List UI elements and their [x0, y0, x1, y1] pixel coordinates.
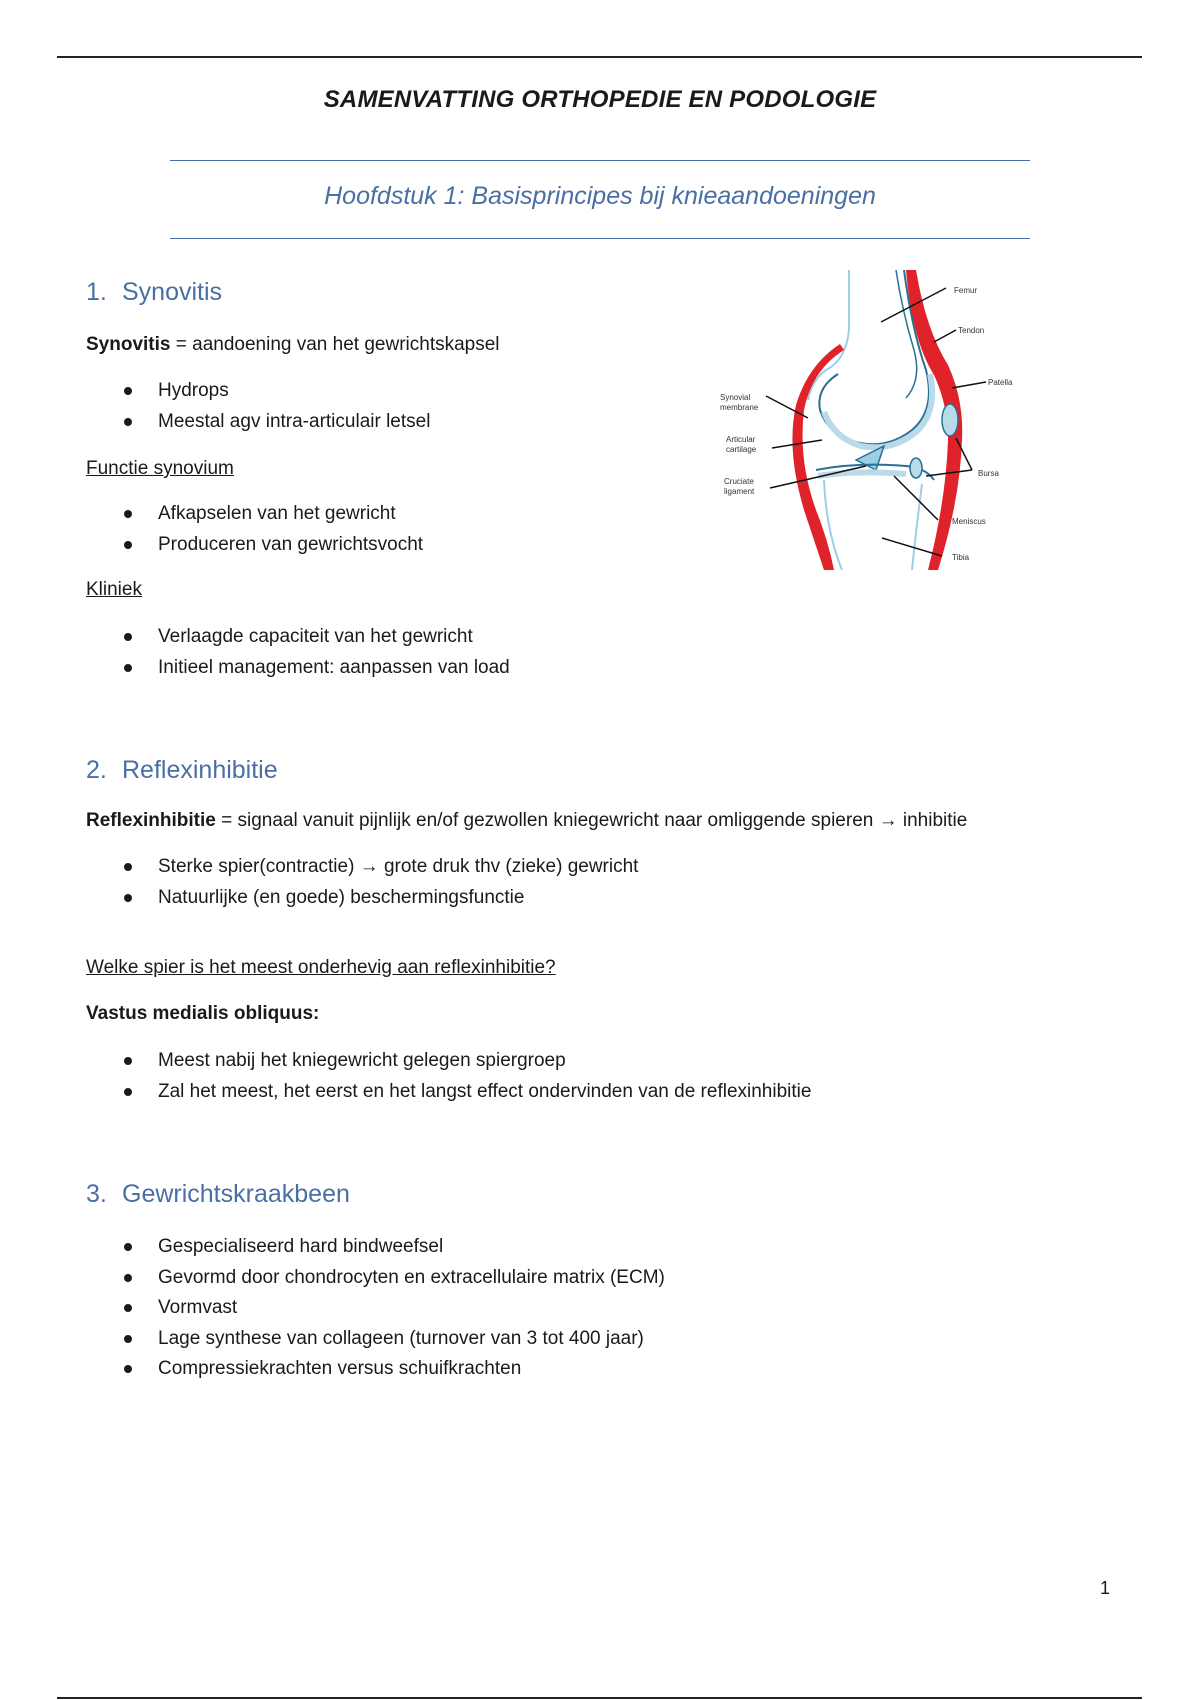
list-item: Lage synthese van collageen (turnover van 3 tot 400 jaar) [122, 1324, 665, 1355]
leader-meniscus [894, 476, 938, 520]
section-heading-gewrichtskraakbeen [86, 1180, 350, 1209]
leader-tibia [882, 538, 942, 556]
question-text: Welke spier is het meest onderhevig aan reflexinhibitie? [86, 957, 556, 978]
list-item: Hydrops [122, 376, 430, 407]
list-item: Verlaagde capaciteit van het gewricht [122, 622, 510, 653]
leader-patella [952, 382, 986, 388]
list-item: Meest nabij het kniegewricht gelegen spiergroep [122, 1046, 811, 1077]
chapter-rule-top [170, 160, 1030, 161]
answer-text: Vastus medialis obliquus: [86, 1003, 320, 1024]
definition-text: = signaal vanuit pijnlijk en/of gezwollen kniegewricht naar omliggende spieren → inhibitie [215, 810, 968, 831]
definition-reflexinhibitie [86, 810, 967, 832]
definition-text: = aandoening van het gewrichtskapsel [170, 334, 500, 355]
list-item: Produceren van gewrichtsvocht [122, 530, 423, 561]
bullet-list-functie [122, 499, 423, 560]
list-item: Natuurlijke (en goede) beschermingsfunctie [122, 883, 638, 914]
bullet-list-kraakbeen [122, 1232, 665, 1385]
section-title: Synovitis [122, 278, 223, 306]
section-title: Gewrichtskraakbeen [122, 1180, 350, 1208]
label-femur: Femur [954, 286, 978, 295]
bottom-rule [57, 1697, 1142, 1699]
label-cruciate-1: Cruciate [724, 477, 754, 486]
patella-shape [942, 404, 958, 436]
definition-term: Reflexinhibitie [86, 810, 216, 831]
list-item: Meestal agv intra-articulair letsel [122, 407, 430, 438]
label-articular-1: Articular [726, 435, 756, 444]
bullet-list-kliniek [122, 622, 510, 683]
section-title: Reflexinhibitie [122, 756, 278, 784]
section-number: 3. [86, 1180, 107, 1208]
label-articular-2: cartilage [726, 445, 757, 454]
articular-cartilage [824, 374, 932, 447]
bullet-list-vastus [122, 1046, 811, 1107]
list-item: Zal het meest, het eerst en het langst effect ondervinden van de reflexinhibitie [122, 1077, 811, 1108]
subheading-functie-synovium: Functie synovium [86, 458, 234, 479]
label-cruciate-2: ligament [724, 487, 755, 496]
section-heading-synovitis [86, 278, 222, 307]
knee-joint-diagram [716, 270, 1016, 570]
list-item: Gespecialiseerd hard bindweefsel [122, 1232, 665, 1263]
label-tibia: Tibia [952, 553, 970, 562]
subheading-kliniek: Kliniek [86, 579, 142, 600]
definition-synovitis [86, 334, 500, 356]
list-item: Afkapselen van het gewricht [122, 499, 423, 530]
label-synovial-2: membrane [720, 403, 759, 412]
label-patella: Patella [988, 378, 1013, 387]
document-title: SAMENVATTING ORTHOPEDIE EN PODOLOGIE [323, 86, 877, 113]
bullet-list-synovitis [122, 376, 430, 437]
list-item: Compressiekrachten versus schuifkrachten [122, 1354, 665, 1385]
list-item: Gevormd door chondrocyten en extracellulaire matrix (ECM) [122, 1263, 665, 1294]
list-item: Vormvast [122, 1293, 665, 1324]
bursa-shape [910, 458, 922, 478]
section-number: 1. [86, 278, 107, 306]
list-item: Initieel management: aanpassen van load [122, 653, 510, 684]
section-heading-reflexinhibitie [86, 756, 278, 785]
label-tendon: Tendon [958, 326, 985, 335]
section-number: 2. [86, 756, 107, 784]
top-rule [57, 56, 1142, 58]
leader-tendon [934, 330, 956, 342]
bullet-list-reflexinhibitie [122, 852, 638, 913]
list-item: Sterke spier(contractie) → grote druk thv (zieke) gewricht [122, 852, 638, 883]
label-meniscus: Meniscus [952, 517, 986, 526]
label-synovial-1: Synovial [720, 393, 751, 402]
tibia-outline-anterior [912, 484, 922, 570]
chapter-heading: Hoofdstuk 1: Basisprincipes bij knieaandoeningen [324, 182, 876, 210]
definition-term: Synovitis [86, 334, 171, 355]
chapter-rule-bottom [170, 238, 1030, 239]
page-number: 1 [1100, 1578, 1111, 1598]
label-bursa: Bursa [978, 469, 999, 478]
